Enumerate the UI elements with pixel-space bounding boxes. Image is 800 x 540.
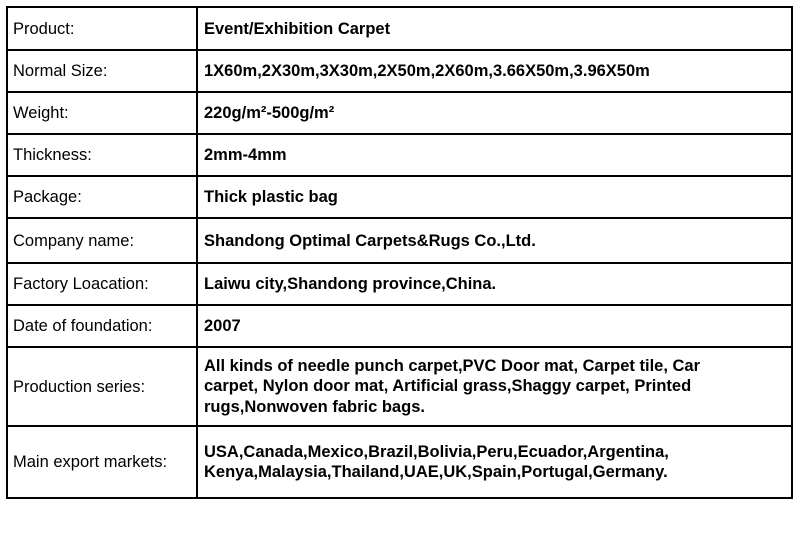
row-value: Laiwu city,Shandong province,China. xyxy=(197,263,792,305)
row-label: Product: xyxy=(7,7,197,50)
table-row-factory-location xyxy=(7,263,792,305)
row-value: Thick plastic bag xyxy=(197,176,792,218)
row-value: Event/Exhibition Carpet xyxy=(197,7,792,50)
row-value: 2007 xyxy=(197,305,792,347)
row-label: Normal Size: xyxy=(7,50,197,92)
row-value: 220g/m²-500g/m² xyxy=(197,92,792,134)
table-row-date-of-foundation xyxy=(7,305,792,347)
table-row-product xyxy=(7,7,792,50)
value-line: All kinds of needle punch carpet,PVC Door mat, Carpet tile, Car xyxy=(204,356,701,375)
row-label: Company name: xyxy=(7,218,197,263)
value-line: USA,Canada,Mexico,Brazil,Bolivia,Peru,Ecuador,Argentina, xyxy=(204,442,669,461)
row-label: Date of foundation: xyxy=(7,305,197,347)
value-line: rugs,Nonwoven fabric bags. xyxy=(204,397,425,416)
table-row-thickness xyxy=(7,134,792,176)
row-label: Weight: xyxy=(7,92,197,134)
table-row-package xyxy=(7,176,792,218)
row-label: Production series: xyxy=(7,347,197,426)
product-spec-table xyxy=(6,6,793,499)
row-value: 1X60m,2X30m,3X30m,2X50m,2X60m,3.66X50m,3.96X50m xyxy=(197,50,792,92)
table-row-main-export-markets xyxy=(7,426,792,498)
table-row-company-name xyxy=(7,218,792,263)
table-row-normal-size xyxy=(7,50,792,92)
row-value xyxy=(197,426,792,498)
table-row-production-series xyxy=(7,347,792,426)
table-row-weight xyxy=(7,92,792,134)
row-value xyxy=(197,347,792,426)
value-line: Kenya,Malaysia,Thailand,UAE,UK,Spain,Portugal,Germany. xyxy=(204,463,668,481)
row-label: Thickness: xyxy=(7,134,197,176)
row-label: Factory Loacation: xyxy=(7,263,197,305)
row-value: Shandong Optimal Carpets&Rugs Co.,Ltd. xyxy=(197,218,792,263)
row-value: 2mm-4mm xyxy=(197,134,792,176)
row-label: Package: xyxy=(7,176,197,218)
row-label: Main export markets: xyxy=(7,426,197,498)
value-line: carpet, Nylon door mat, Artificial grass,Shaggy carpet, Printed xyxy=(204,377,692,396)
